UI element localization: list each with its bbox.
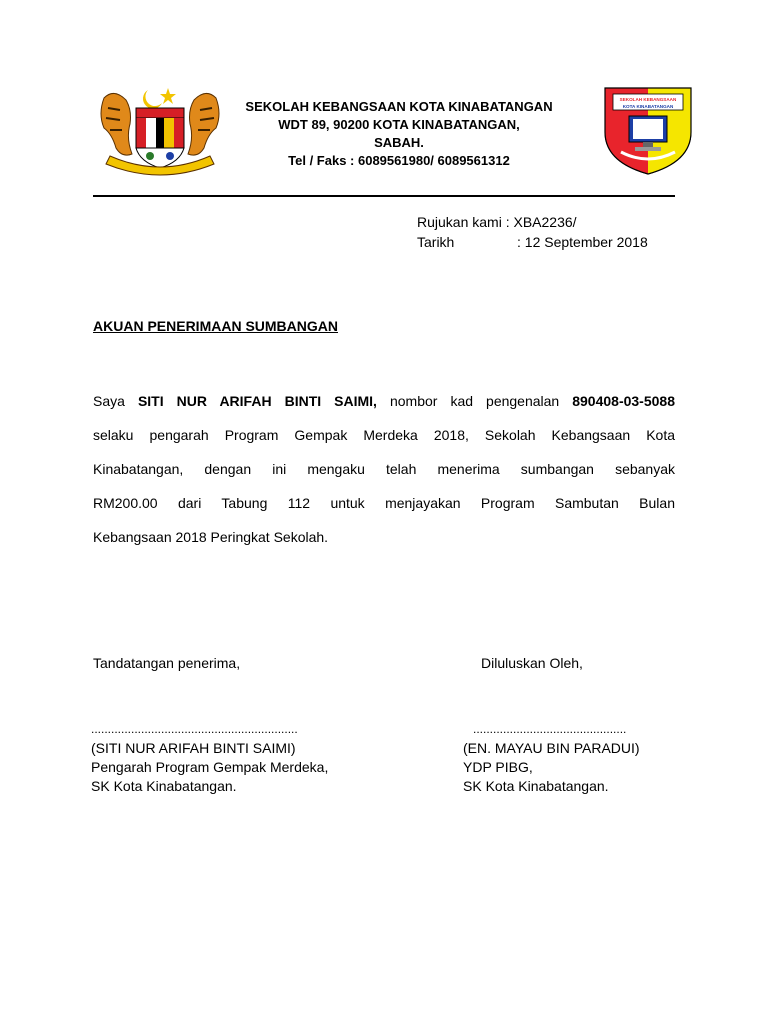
header-divider: [93, 195, 675, 197]
ic-number: 890408-03-5088: [572, 393, 675, 409]
approver-signature-block: [463, 720, 640, 796]
reference-block: [417, 212, 648, 252]
recipient-signature-line: ..............................................................: [91, 722, 298, 736]
recipient-signature-block: [91, 720, 328, 796]
body-line-2: selaku pengarah Program Gempak Merdeka 2018, Sekolah Kebangsaan Kota: [93, 427, 675, 443]
body-line-1: Saya SITI NUR ARIFAH BINTI SAIMI, nombor kad pengenalan 890408-03-5088: [93, 393, 675, 409]
reference-label: Rujukan kami: [417, 214, 502, 230]
school-phone: Tel / Faks : 6089561980/ 6089561312: [288, 153, 510, 168]
crest-text-bottom: KOTA KINABATANGAN: [622, 104, 674, 109]
recipient-signature-label: Tandatangan penerima,: [93, 655, 241, 671]
recipient-name: SITI NUR ARIFAH BINTI SAIMI,: [137, 393, 377, 409]
approver-signature-line: ..............................................: [473, 722, 627, 736]
reference-value: : XBA2236/: [505, 214, 577, 230]
recipient-full-name: (SITI NUR ARIFAH BINTI SAIMI): [91, 740, 296, 756]
body-line-5: Kebangsaan 2018 Peringkat Sekolah.: [93, 529, 329, 545]
recipient-organization: SK Kota Kinabatangan.: [91, 778, 237, 794]
school-crest-icon: [603, 84, 693, 176]
body-line-4: RM200.00 dari Tabung 112 untuk menjayakan Program Sambutan Bulan: [93, 495, 675, 511]
approver-organization: SK Kota Kinabatangan.: [463, 778, 609, 794]
crest-text-top: SEKOLAH KEBANGSAAN: [619, 97, 677, 102]
approver-full-name: (EN. MAYAU BIN PARADUI): [463, 740, 640, 756]
date-label: Tarikh: [417, 234, 455, 250]
school-address: WDT 89, 90200 KOTA KINABATANGAN,: [278, 117, 520, 132]
document-title: AKUAN PENERIMAAN SUMBANGAN: [93, 318, 338, 334]
school-header: [200, 98, 598, 170]
school-state: SABAH.: [374, 135, 424, 150]
recipient-role: Pengarah Program Gempak Merdeka,: [91, 759, 329, 775]
body-paragraph: [93, 384, 675, 554]
school-name: SEKOLAH KEBANGSAAN KOTA KINABATANGAN: [245, 99, 553, 114]
approver-signature-label: Diluluskan Oleh,: [481, 655, 583, 671]
date-value: : 12 September 2018: [517, 234, 648, 250]
body-line-3: Kinabatangan, dengan ini mengaku telah menerima sumbangan sebanyak: [93, 461, 675, 477]
approver-role: YDP PIBG,: [463, 759, 533, 775]
